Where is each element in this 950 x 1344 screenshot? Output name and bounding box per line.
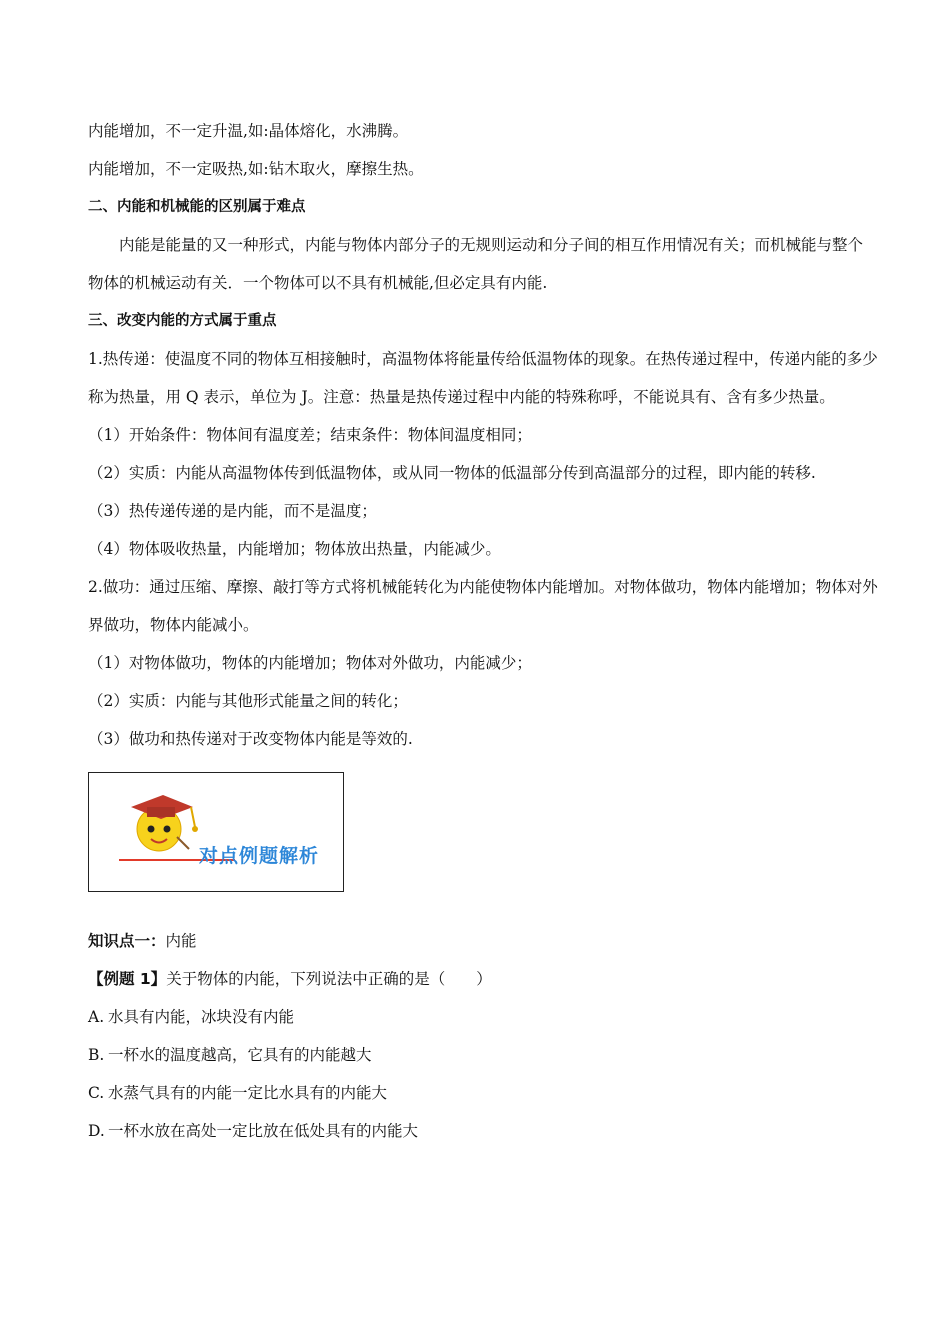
question-text: 关于物体的内能，下列说法中正确的是（ ）: [166, 970, 492, 988]
section-heading: 二、内能和机械能的区别属于难点: [88, 199, 306, 215]
option-text: 水具有内能，冰块没有内能: [108, 1008, 295, 1026]
option-letter: A.: [88, 1008, 105, 1026]
banner-title: 对点例题解析: [199, 845, 320, 867]
option-a: [88, 998, 878, 1036]
option-text: 水蒸气具有的内能一定比水具有的内能大: [108, 1084, 388, 1102]
text-line: 内能增加，不一定吸热,如:钻木取火，摩擦生热。: [88, 160, 424, 178]
option-letter: B.: [88, 1046, 105, 1064]
option-c: [88, 1074, 878, 1112]
list-item: （1）开始条件：物体间有温度差；结束条件：物体间温度相同；: [88, 426, 532, 444]
list-item: （1）对物体做功，物体的内能增加；物体对外做功，内能减少；: [88, 654, 532, 672]
text-line: 内能增加，不一定升温,如:晶体熔化，水沸腾。: [88, 122, 409, 140]
list-item: （4）物体吸收热量，内能增加；物体放出热量，内能减少。: [88, 540, 501, 558]
knowledge-topic: 内能: [165, 932, 197, 950]
list-item: （3）做功和热传递对于改变物体内能是等效的.: [88, 730, 413, 748]
option-text: 一杯水的温度越高，它具有的内能越大: [108, 1046, 372, 1064]
option-d: [88, 1112, 878, 1150]
list-item: （3）热传递传递的是内能，而不是温度；: [88, 502, 377, 520]
example-tag: 【例题 1】: [88, 970, 167, 988]
list-item: （2）实质：内能与其他形式能量之间的转化；: [88, 692, 408, 710]
section-heading: 三、改变内能的方式属于重点: [88, 313, 277, 329]
list-item: （2）实质：内能从高温物体传到低温物体，或从同一物体的低温部分传到高温部分的过程，即内能的转移.: [88, 464, 816, 482]
graduate-mascot-icon: [115, 783, 207, 865]
option-letter: C.: [88, 1084, 105, 1102]
knowledge-label: 知识点一：: [88, 932, 166, 950]
paragraph: 内能是能量的又一种形式，内能与物体内部分子的无规则运动和分子间的相互作用情况有关；而机械能与整个物体的机械运动有关．一个物体可以不具有机械能,但必定具有内能.: [88, 236, 864, 292]
paragraph: 2.做功：通过压缩、摩擦、敲打等方式将机械能转化为内能使物体内能增加。对物体做功，物体内能增加；物体对外界做功，物体内能减小。: [88, 578, 878, 634]
option-b: [88, 1036, 878, 1074]
paragraph: 1.热传递：使温度不同的物体互相接触时，高温物体将能量传给低温物体的现象。在热传递过程中，传递内能的多少称为热量，用 Q 表示，单位为 J。注意：热量是热传递过程中内能的特殊称呼，不能说具有、含有多少热量。: [88, 350, 878, 406]
example-question: [88, 960, 878, 998]
example-banner: [88, 772, 344, 892]
knowledge-point: [88, 922, 878, 960]
option-letter: D.: [88, 1122, 105, 1140]
option-text: 一杯水放在高处一定比放在低处具有的内能大: [108, 1122, 419, 1140]
document-page: [88, 112, 878, 1150]
